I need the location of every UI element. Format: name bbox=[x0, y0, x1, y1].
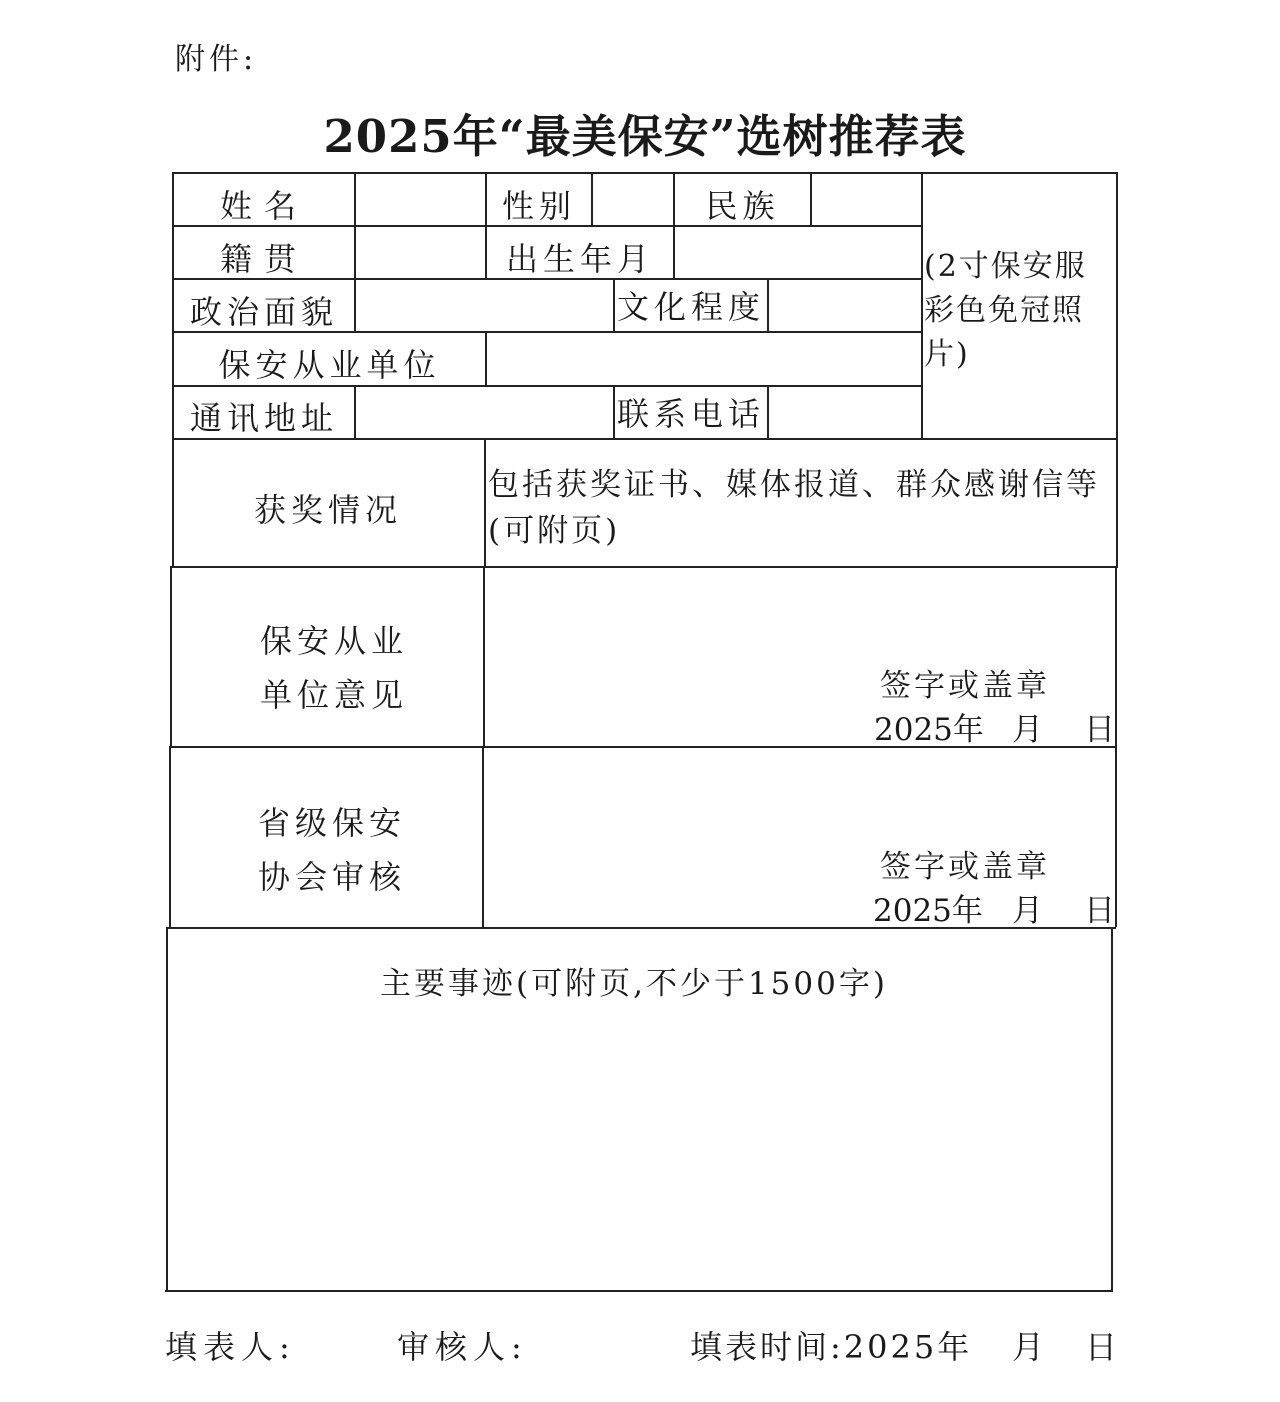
gender-label: 性别 bbox=[501, 187, 576, 225]
awards-label: 获奖情况 bbox=[253, 491, 402, 529]
association-date-month: 月 bbox=[1012, 893, 1043, 929]
association-date-day: 日 bbox=[1084, 893, 1115, 929]
ethnicity-label: 民族 bbox=[705, 187, 780, 225]
association-signature-label: 签字或盖章 bbox=[880, 849, 1050, 885]
birth-date-label: 出生年月 bbox=[505, 240, 654, 278]
footer-reviewer-label: 审核人: bbox=[397, 1328, 528, 1366]
awards-hint-line2: (可附页) bbox=[488, 513, 621, 549]
footer-day: 日 bbox=[1085, 1328, 1124, 1366]
address-label: 通讯地址 bbox=[189, 399, 338, 437]
name-label: 姓名 bbox=[219, 187, 308, 225]
footer-month: 月 bbox=[1012, 1328, 1051, 1366]
education-label: 文化程度 bbox=[616, 287, 765, 326]
association-review-label bbox=[258, 796, 406, 904]
association-review-label-line1: 省级保安 bbox=[258, 804, 407, 842]
main-deeds-label: 主要事迹(可附页,不少于1500字) bbox=[380, 966, 888, 1002]
employer-date-day: 日 bbox=[1084, 712, 1115, 748]
photo-placeholder-note: (2寸保安服彩色免冠照片) bbox=[924, 249, 1087, 372]
association-review-label-line2: 协会审核 bbox=[258, 858, 407, 896]
footer-fill-time-label: 填表时间:2025年 bbox=[690, 1328, 973, 1366]
employer-opinion-label-line2: 单位意见 bbox=[260, 676, 409, 714]
attachment-label: 附件: bbox=[175, 42, 258, 77]
association-date-year: 2025年 bbox=[873, 893, 983, 929]
employer-signature-label: 签字或盖章 bbox=[880, 668, 1050, 704]
employer-opinion-label bbox=[260, 614, 408, 722]
phone-label: 联系电话 bbox=[616, 394, 765, 433]
footer-filler-label: 填表人: bbox=[165, 1328, 296, 1366]
awards-hint bbox=[488, 462, 1100, 554]
employer-label: 保安从业单位 bbox=[218, 346, 441, 384]
native-place-label: 籍贯 bbox=[219, 240, 308, 278]
employer-date-month: 月 bbox=[1012, 712, 1043, 748]
employer-date-year: 2025年 bbox=[874, 712, 984, 748]
employer-opinion-label-line1: 保安从业 bbox=[260, 622, 409, 660]
form-title: 2025年“最美保安”选树推荐表 bbox=[323, 110, 967, 163]
political-status-label: 政治面貌 bbox=[189, 293, 338, 331]
awards-hint-line1: 包括获奖证书、媒体报道、群众感谢信等 bbox=[488, 467, 1100, 503]
